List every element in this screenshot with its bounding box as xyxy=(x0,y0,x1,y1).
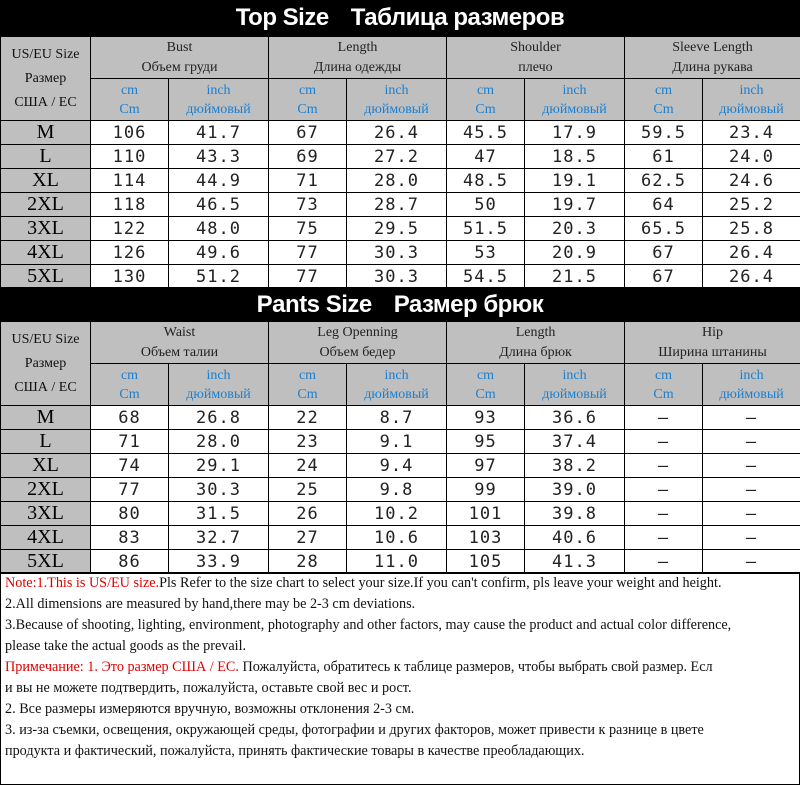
note-ru-1-highlight: Примечание: 1. Это размер США / ЕС. xyxy=(5,659,239,675)
table-row xyxy=(1,145,800,169)
unit-label: inch xyxy=(206,367,231,383)
inch-unit-header xyxy=(525,79,625,121)
cm-unit-header xyxy=(447,79,525,121)
measurement-cell: 19.1 xyxy=(525,169,625,193)
unit-label: дюймовый xyxy=(719,386,784,402)
measure-header-ru: Длина одежды xyxy=(313,59,402,75)
table-row xyxy=(1,526,800,550)
unit-label: Cm xyxy=(653,101,674,117)
size-header-line: Размер xyxy=(24,355,67,371)
measurement-cell: 26 xyxy=(269,502,347,526)
measurement-cell: – xyxy=(703,430,800,454)
measurement-cell: 75 xyxy=(269,217,347,241)
measurement-cell: 67 xyxy=(625,241,703,265)
measurement-cell: 74 xyxy=(91,454,169,478)
measure-header-ru: плечо xyxy=(518,59,553,75)
cm-unit-header xyxy=(447,364,525,406)
top-size-title-en: Top Size xyxy=(235,4,329,31)
measurement-cell: – xyxy=(703,478,800,502)
unit-label: Cm xyxy=(475,386,496,402)
measurement-cell: 20.9 xyxy=(525,241,625,265)
table-row xyxy=(1,550,800,574)
measurement-cell: 24 xyxy=(269,454,347,478)
measure-header-ru: Объем груди xyxy=(141,59,218,75)
measurement-cell: – xyxy=(625,550,703,574)
notes-panel xyxy=(0,572,800,785)
measurement-cell: 41.7 xyxy=(169,121,269,145)
measurement-cell: 77 xyxy=(269,265,347,289)
measurement-cell: 77 xyxy=(91,478,169,502)
measurement-cell: 118 xyxy=(91,193,169,217)
note-en-3a: 3.Because of shooting, lighting, environment, photography and other factors, may cause the product and actual color difference, xyxy=(5,617,732,633)
measurement-cell: 30.3 xyxy=(169,478,269,502)
unit-label: inch xyxy=(562,367,587,383)
measurement-cell: 49.6 xyxy=(169,241,269,265)
table-row xyxy=(1,265,800,289)
size-column-header xyxy=(1,37,91,121)
measurement-cell: – xyxy=(625,478,703,502)
size-column-header xyxy=(1,322,91,406)
measurement-cell: 53 xyxy=(447,241,525,265)
measure-header-en: Hip xyxy=(702,324,724,340)
unit-label: cm xyxy=(120,367,139,383)
measurement-cell: 51.2 xyxy=(169,265,269,289)
measurement-cell: 25.8 xyxy=(703,217,800,241)
measurement-cell: 22 xyxy=(269,406,347,430)
measurement-cell: 80 xyxy=(91,502,169,526)
measurement-cell: 33.9 xyxy=(169,550,269,574)
unit-label: дюймовый xyxy=(719,101,784,117)
size-header-line: US/EU Size xyxy=(11,46,80,62)
measurement-cell: – xyxy=(703,550,800,574)
table-row xyxy=(1,406,800,430)
measure-header xyxy=(91,37,269,79)
table-row xyxy=(1,241,800,265)
size-label: 5XL xyxy=(1,265,91,289)
unit-label: inch xyxy=(562,82,587,98)
size-header-line: Размер xyxy=(24,70,67,86)
unit-label: cm xyxy=(476,82,495,98)
unit-label: cm xyxy=(298,367,317,383)
cm-unit-header xyxy=(91,364,169,406)
measure-header xyxy=(447,37,625,79)
top-size-table xyxy=(0,36,800,289)
measurement-cell: 48.5 xyxy=(447,169,525,193)
unit-label: Cm xyxy=(475,101,496,117)
measurement-cell: 36.6 xyxy=(525,406,625,430)
pants-size-banner xyxy=(0,287,800,323)
measurement-cell: 47 xyxy=(447,145,525,169)
measurement-cell: 110 xyxy=(91,145,169,169)
measurement-cell: 8.7 xyxy=(347,406,447,430)
measurement-cell: 10.2 xyxy=(347,502,447,526)
measurement-cell: 9.1 xyxy=(347,430,447,454)
top-size-title-ru: Таблица размеров xyxy=(350,4,565,31)
size-label: L xyxy=(1,430,91,454)
size-header-line: США / ЕС xyxy=(14,94,77,110)
note-en-1-text: Pls Refer to the size chart to select your size.If you can't confirm, pls leave your weight and height. xyxy=(159,575,722,591)
measurement-cell: 99 xyxy=(447,478,525,502)
measurement-cell: 39.8 xyxy=(525,502,625,526)
measurement-cell: 126 xyxy=(91,241,169,265)
measure-header xyxy=(269,322,447,364)
measurement-cell: 61 xyxy=(625,145,703,169)
measurement-cell: 44.9 xyxy=(169,169,269,193)
unit-label: inch xyxy=(739,367,764,383)
unit-label: дюймовый xyxy=(364,101,429,117)
measure-header xyxy=(269,37,447,79)
note-ru-3b: продукта и фактический, пожалуйста, принять фактические товары в качестве преобладающих. xyxy=(5,743,585,759)
measurement-cell: 68 xyxy=(91,406,169,430)
size-header-line: US/EU Size xyxy=(11,331,80,347)
measurement-cell: 95 xyxy=(447,430,525,454)
measurement-cell: 39.0 xyxy=(525,478,625,502)
size-label: 2XL xyxy=(1,193,91,217)
measurement-cell: 26.4 xyxy=(347,121,447,145)
inch-unit-header xyxy=(703,79,800,121)
measurement-cell: 40.6 xyxy=(525,526,625,550)
unit-label: дюймовый xyxy=(364,386,429,402)
measurement-cell: 62.5 xyxy=(625,169,703,193)
table-row xyxy=(1,478,800,502)
measure-header-en: Bust xyxy=(166,39,193,55)
measurement-cell: 37.4 xyxy=(525,430,625,454)
size-label: L xyxy=(1,145,91,169)
measurement-cell: 41.3 xyxy=(525,550,625,574)
measurement-cell: 24.0 xyxy=(703,145,800,169)
unit-label: Cm xyxy=(297,101,318,117)
measurement-cell: 9.4 xyxy=(347,454,447,478)
measure-header-en: Length xyxy=(337,39,378,55)
measurement-cell: 29.1 xyxy=(169,454,269,478)
unit-label: inch xyxy=(206,82,231,98)
unit-label: cm xyxy=(654,367,673,383)
unit-label: дюймовый xyxy=(542,101,607,117)
note-en-1 xyxy=(1,573,799,594)
note-ru-1-text: Пожалуйста, обратитесь к таблице размеров, чтобы выбрать свой размер. Есл xyxy=(238,659,713,675)
measurement-cell: 77 xyxy=(269,241,347,265)
measurement-cell: 20.3 xyxy=(525,217,625,241)
size-label: 3XL xyxy=(1,502,91,526)
measurement-cell: 51.5 xyxy=(447,217,525,241)
cm-unit-header xyxy=(625,79,703,121)
measurement-cell: 106 xyxy=(91,121,169,145)
measure-header xyxy=(625,37,800,79)
inch-unit-header xyxy=(169,79,269,121)
table-row xyxy=(1,169,800,193)
size-label: XL xyxy=(1,169,91,193)
size-header-line: США / ЕС xyxy=(14,379,77,395)
size-label: 2XL xyxy=(1,478,91,502)
measurement-cell: 48.0 xyxy=(169,217,269,241)
note-ru-3a: 3. из-за съемки, освещения, окружающей среды, фотографии и других факторов, может привести к разнице в цвете xyxy=(5,722,704,738)
pants-size-title-en: Pants Size xyxy=(256,291,372,318)
measurement-cell: 27 xyxy=(269,526,347,550)
unit-label: Cm xyxy=(653,386,674,402)
table-row xyxy=(1,121,800,145)
measurement-cell: 18.5 xyxy=(525,145,625,169)
measurement-cell: 103 xyxy=(447,526,525,550)
table-row xyxy=(1,217,800,241)
measurement-cell: 31.5 xyxy=(169,502,269,526)
measurement-cell: 23.4 xyxy=(703,121,800,145)
unit-label: Cm xyxy=(119,101,140,117)
measurement-cell: – xyxy=(703,502,800,526)
unit-label: Cm xyxy=(119,386,140,402)
inch-unit-header xyxy=(347,79,447,121)
unit-label: Cm xyxy=(297,386,318,402)
measurement-cell: 59.5 xyxy=(625,121,703,145)
measurement-cell: 130 xyxy=(91,265,169,289)
measurement-cell: 9.8 xyxy=(347,478,447,502)
unit-label: cm xyxy=(120,82,139,98)
measurement-cell: 97 xyxy=(447,454,525,478)
measurement-cell: 71 xyxy=(91,430,169,454)
table-row xyxy=(1,430,800,454)
measurement-cell: 17.9 xyxy=(525,121,625,145)
note-ru-1 xyxy=(1,657,799,678)
measurement-cell: 24.6 xyxy=(703,169,800,193)
unit-label: inch xyxy=(384,82,409,98)
unit-label: inch xyxy=(384,367,409,383)
measurement-cell: 25 xyxy=(269,478,347,502)
measurement-cell: 26.4 xyxy=(703,241,800,265)
measurement-cell: 71 xyxy=(269,169,347,193)
size-label: 3XL xyxy=(1,217,91,241)
measurement-cell: 83 xyxy=(91,526,169,550)
pants-size-table xyxy=(0,321,800,574)
measure-header xyxy=(447,322,625,364)
note-en-3b: please take the actual goods as the prevail. xyxy=(5,638,247,654)
measurement-cell: – xyxy=(703,454,800,478)
size-label: M xyxy=(1,121,91,145)
measurement-cell: 28 xyxy=(269,550,347,574)
note-en-1-highlight: Note:1.This is US/EU size. xyxy=(5,575,160,591)
measurement-cell: 27.2 xyxy=(347,145,447,169)
measurement-cell: 19.7 xyxy=(525,193,625,217)
size-label: XL xyxy=(1,454,91,478)
measure-header-en: Waist xyxy=(163,324,196,340)
measure-header-ru: Ширина штанины xyxy=(658,344,767,360)
measurement-cell: 10.6 xyxy=(347,526,447,550)
note-ru-1b: и вы не можете подтвердить, пожалуйста, оставьте свой вес и рост. xyxy=(5,680,412,696)
measurement-cell: 46.5 xyxy=(169,193,269,217)
measurement-cell: – xyxy=(625,526,703,550)
unit-label: cm xyxy=(298,82,317,98)
measurement-cell: – xyxy=(703,526,800,550)
unit-label: дюймовый xyxy=(542,386,607,402)
measurement-cell: 28.7 xyxy=(347,193,447,217)
measurement-cell: 45.5 xyxy=(447,121,525,145)
inch-unit-header xyxy=(525,364,625,406)
measurement-cell: 86 xyxy=(91,550,169,574)
measurement-cell: 28.0 xyxy=(169,430,269,454)
inch-unit-header xyxy=(347,364,447,406)
measurement-cell: 122 xyxy=(91,217,169,241)
measure-header xyxy=(625,322,800,364)
measure-header-ru: Объем бедер xyxy=(319,344,396,360)
measurement-cell: 65.5 xyxy=(625,217,703,241)
inch-unit-header xyxy=(169,364,269,406)
measurement-cell: 114 xyxy=(91,169,169,193)
measurement-cell: – xyxy=(625,502,703,526)
cm-unit-header xyxy=(269,79,347,121)
measurement-cell: 32.7 xyxy=(169,526,269,550)
measurement-cell: 43.3 xyxy=(169,145,269,169)
cm-unit-header xyxy=(269,364,347,406)
measurement-cell: 26.8 xyxy=(169,406,269,430)
measure-header-ru: Длина рукава xyxy=(672,59,753,75)
measurement-cell: 26.4 xyxy=(703,265,800,289)
measurement-cell: 38.2 xyxy=(525,454,625,478)
cm-unit-header xyxy=(91,79,169,121)
size-label: 4XL xyxy=(1,241,91,265)
note-ru-2: 2. Все размеры измеряются вручную, возможны отклонения 2-3 см. xyxy=(5,701,415,717)
measurement-cell: 25.2 xyxy=(703,193,800,217)
table-row xyxy=(1,454,800,478)
measurement-cell: – xyxy=(625,406,703,430)
table-row xyxy=(1,193,800,217)
measure-header-ru: Длина брюк xyxy=(499,344,572,360)
size-label: 4XL xyxy=(1,526,91,550)
inch-unit-header xyxy=(703,364,800,406)
unit-label: inch xyxy=(739,82,764,98)
note-en-2: 2.All dimensions are measured by hand,there may be 2-3 cm deviations. xyxy=(5,596,416,612)
measurement-cell: 11.0 xyxy=(347,550,447,574)
measure-header-en: Sleeve Length xyxy=(672,39,753,55)
measure-header-en: Leg Openning xyxy=(317,324,398,340)
measurement-cell: 30.3 xyxy=(347,265,447,289)
top-size-banner xyxy=(0,0,800,36)
measurement-cell: 101 xyxy=(447,502,525,526)
measurement-cell: 54.5 xyxy=(447,265,525,289)
measurement-cell: – xyxy=(625,430,703,454)
measurement-cell: 105 xyxy=(447,550,525,574)
measurement-cell: 67 xyxy=(269,121,347,145)
measurement-cell: 28.0 xyxy=(347,169,447,193)
measurement-cell: 23 xyxy=(269,430,347,454)
measurement-cell: – xyxy=(703,406,800,430)
size-label: 5XL xyxy=(1,550,91,574)
table-row xyxy=(1,502,800,526)
measure-header xyxy=(91,322,269,364)
cm-unit-header xyxy=(625,364,703,406)
measure-header-en: Shoulder xyxy=(510,39,561,55)
unit-label: дюймовый xyxy=(186,101,251,117)
measurement-cell: 67 xyxy=(625,265,703,289)
measurement-cell: 93 xyxy=(447,406,525,430)
unit-label: дюймовый xyxy=(186,386,251,402)
unit-label: cm xyxy=(476,367,495,383)
pants-size-title-ru: Размер брюк xyxy=(393,291,544,318)
measurement-cell: 50 xyxy=(447,193,525,217)
size-label: M xyxy=(1,406,91,430)
measurement-cell: – xyxy=(625,454,703,478)
measurement-cell: 30.3 xyxy=(347,241,447,265)
measure-header-en: Length xyxy=(515,324,556,340)
measurement-cell: 73 xyxy=(269,193,347,217)
measurement-cell: 64 xyxy=(625,193,703,217)
measurement-cell: 21.5 xyxy=(525,265,625,289)
measurement-cell: 29.5 xyxy=(347,217,447,241)
measurement-cell: 69 xyxy=(269,145,347,169)
unit-label: cm xyxy=(654,82,673,98)
measure-header-ru: Объем талии xyxy=(140,344,219,360)
